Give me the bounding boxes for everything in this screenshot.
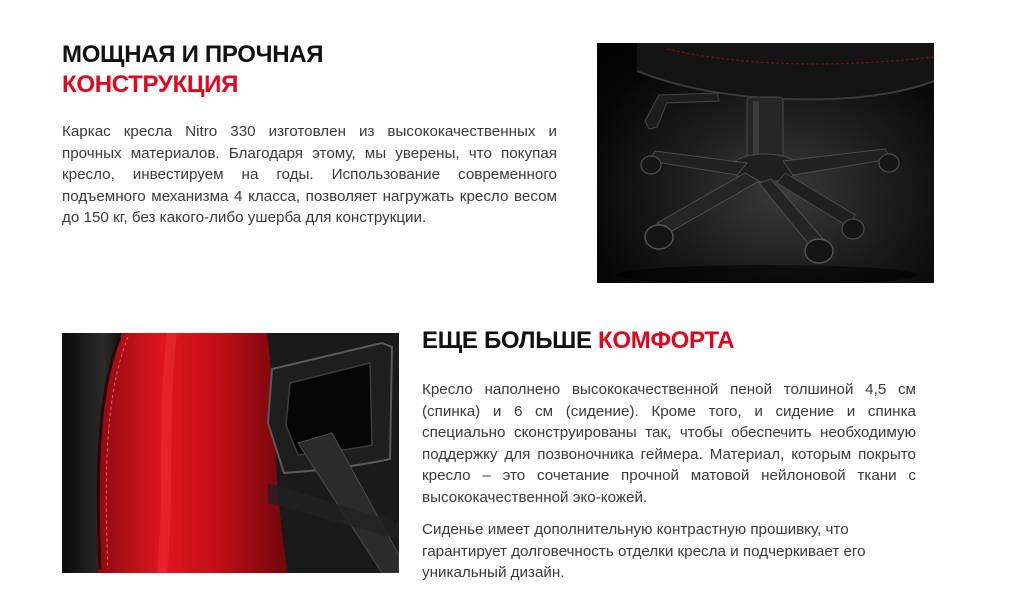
title-line-2-accent: КОНСТРУКЦИЯ: [62, 71, 239, 98]
chair-base-illustration: [597, 43, 934, 283]
seat-stitching-photo: [62, 333, 399, 573]
chair-base-photo: [597, 43, 934, 283]
section-title-comfort: [422, 326, 734, 356]
construction-description: Каркас кресла Nitro 330 изготовлен из высококачественных и прочных материалов. Благодаря этому, мы уверены, что покупая кресло, инвестируем на годы. Использование современного подъемного механизма 4 класса, позволяет нагружать кресло весом до 150 кг, без какого-либо ушерба для конструкции.: [62, 123, 557, 226]
title-line-1: МОЩНАЯ И ПРОЧНАЯ: [62, 41, 324, 68]
comfort-description-1: Кресло наполнено высококачественной пеной толшиной 4,5 см (спинка) и 6 см (сидение). Кроме того, и сидение и спинка специально сконструированы так, чтобы обеспечить необходимую поддержку для позвоночника геймера. Материал, которым покрыто кресло – это сочетание прочной матовой нейлоновой ткани с высококачественной эко-кожей.: [422, 381, 916, 506]
title-part-2-accent: КОМФОРТА: [598, 327, 735, 354]
section-title-construction: [62, 40, 323, 100]
title-part-1: ЕЩЕ БОЛЬШЕ: [422, 327, 599, 354]
seat-stitching-illustration: [62, 333, 399, 573]
comfort-description-2: Сиденье имеет дополнительную контрастную прошивку, что гарантирует долговечность отделки кресла и подчеркивает его уникальный дизайн.: [422, 521, 866, 581]
